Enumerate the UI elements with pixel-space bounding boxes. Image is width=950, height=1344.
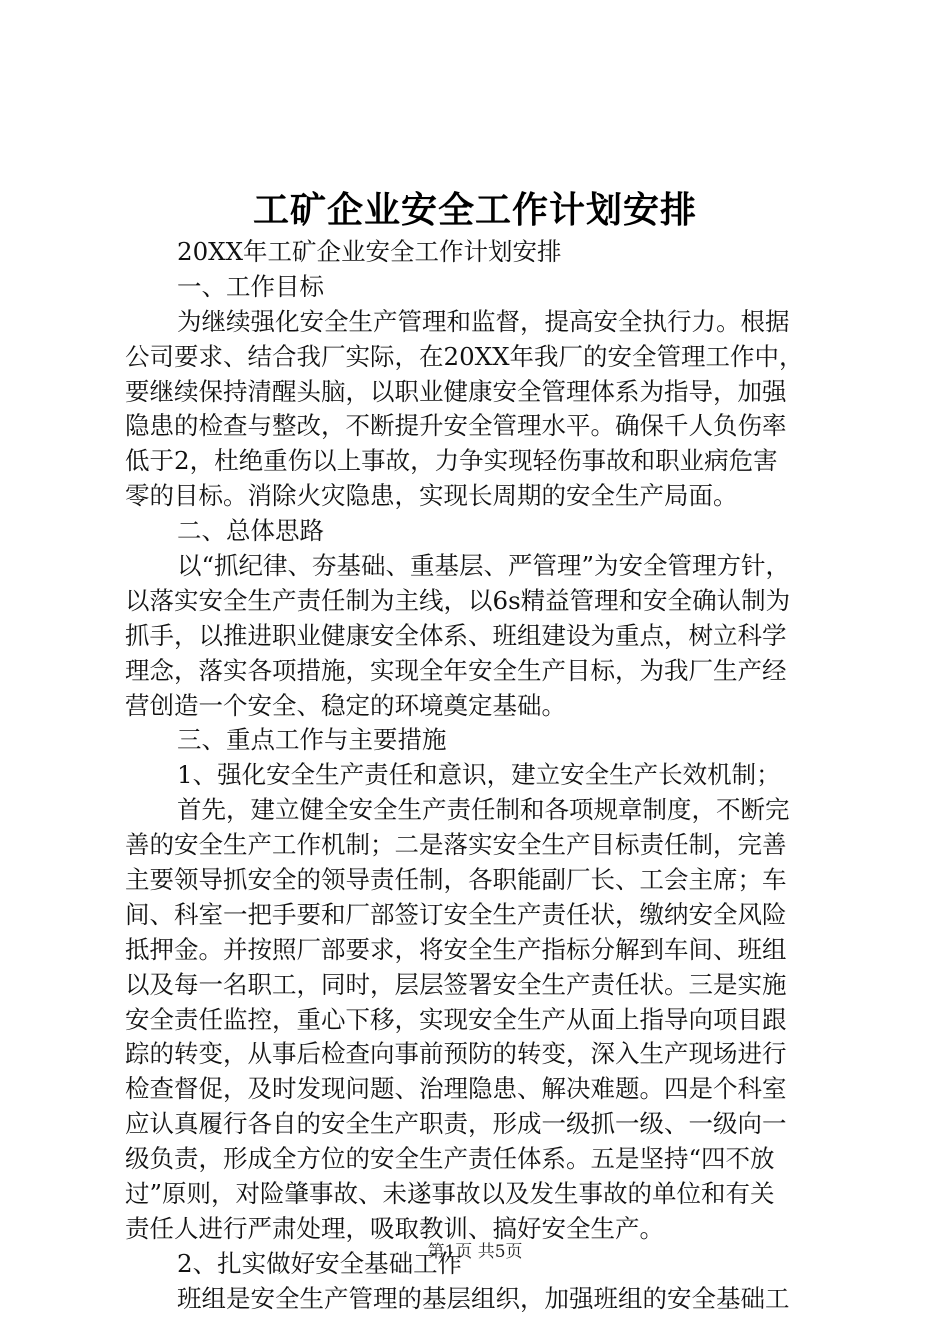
text-line: 二、总体思路 xyxy=(177,516,324,546)
text-line: 低于2，杜绝重伤以上事故，力争实现轻伤事故和职业病危害 xyxy=(125,446,778,476)
text-line: 要继续保持清醒头脑，以职业健康安全管理体系为指导，加强 xyxy=(125,376,787,406)
text-line: 以落实安全生产责任制为主线，以6s精益管理和安全确认制为 xyxy=(125,585,791,615)
text-line: 理念，落实各项措施，实现全年安全生产目标，为我厂生产经 xyxy=(125,655,787,685)
document-body xyxy=(125,235,833,1317)
text-line: 隐患的检查与整改，不断提升安全管理水平。确保千人负伤率 xyxy=(125,411,787,441)
document-title: 工矿企业安全工作计划安排 xyxy=(252,189,697,231)
text-line: 三、重点工作与主要措施 xyxy=(177,725,447,755)
text-line: 检查督促，及时发现问题、治理隐患、解决难题。四是个科室 xyxy=(125,1074,787,1104)
text-line: 责任人进行严肃处理，吸取教训、搞好安全生产。 xyxy=(125,1213,664,1243)
text-line: 公司要求、结合我厂实际，在20XX年我厂的安全管理工作中， xyxy=(125,341,804,371)
text-line: 以“抓纪律、夯基础、重基层、严管理”为安全管理方针， xyxy=(177,551,791,581)
text-line: 过”原则，对险肇事故、未遂事故以及发生事故的单位和有关 xyxy=(125,1179,775,1209)
text-line: 抵押金。并按照厂部要求，将安全生产指标分解到车间、班组 xyxy=(125,934,787,964)
text-line: 应认真履行各自的安全生产职责，形成一级抓一级、一级向一 xyxy=(125,1109,787,1139)
text-line: 营创造一个安全、稳定的环境奠定基础。 xyxy=(125,690,566,720)
text-line: 间、科室一把手要和厂部签订安全生产责任状，缴纳安全风险 xyxy=(125,899,787,929)
text-line: 以及每一名职工，同时，层层签署安全生产责任状。三是实施 xyxy=(125,969,787,999)
text-line: 主要领导抓安全的领导责任制，各职能副厂长、工会主席；车 xyxy=(125,865,787,895)
text-line: 善的安全生产工作机制；二是落实安全生产目标责任制，完善 xyxy=(125,830,787,860)
text-line: 为继续强化安全生产管理和监督，提高安全执行力。根据 xyxy=(177,306,790,336)
text-line: 抓手，以推进职业健康安全体系、班组建设为重点，树立科学 xyxy=(125,620,787,650)
text-line: 踪的转变，从事后检查向事前预防的转变，深入生产现场进行 xyxy=(125,1039,787,1069)
text-line: 零的目标。消除火灾隐患，实现长周期的安全生产局面。 xyxy=(125,481,738,511)
text-line: 20XX年工矿企业安全工作计划安排 xyxy=(177,237,562,266)
text-line: 首先，建立健全安全生产责任制和各项规章制度，不断完 xyxy=(177,795,790,825)
text-line: 级负责，形成全方位的安全生产责任体系。五是坚持“四不放 xyxy=(125,1144,775,1174)
text-line: 1、强化安全生产责任和意识，建立安全生产长效机制； xyxy=(177,760,781,790)
text-line: 班组是安全生产管理的基层组织，加强班组的安全基础工 xyxy=(177,1283,790,1313)
text-line: 安全责任监控，重心下移，实现安全生产从面上指导向项目跟 xyxy=(125,1004,787,1034)
text-line: 一、工作目标 xyxy=(177,271,324,301)
text-line: 2、扎实做好安全基础工作 xyxy=(177,1248,463,1278)
page-footer: 第1页 共5页 xyxy=(427,1242,523,1262)
